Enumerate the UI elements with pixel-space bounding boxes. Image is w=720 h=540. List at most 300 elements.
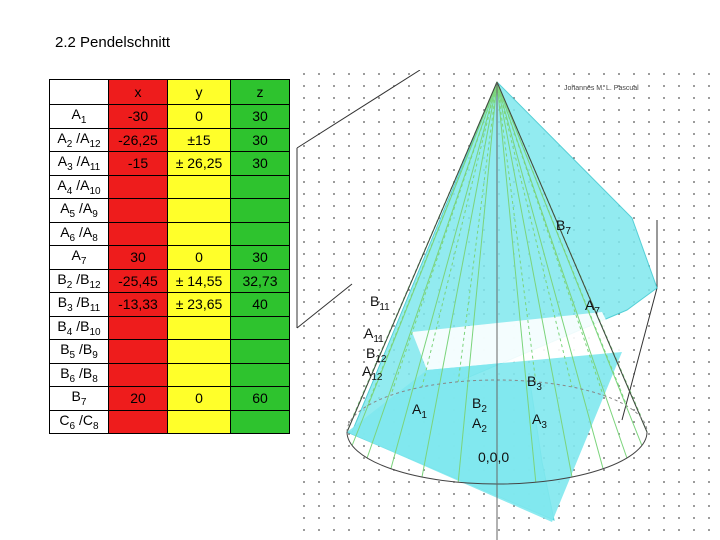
grid-dot: [693, 145, 695, 147]
grid-dot: [333, 433, 335, 435]
grid-dot: [708, 373, 710, 375]
point-label-part: /A: [75, 223, 93, 240]
grid-dot: [393, 265, 395, 267]
grid-dot: [588, 133, 590, 135]
grid-dot: [708, 469, 710, 471]
grid-dot: [633, 325, 635, 327]
grid-dot: [363, 493, 365, 495]
grid-dot: [318, 217, 320, 219]
grid-dot: [588, 169, 590, 171]
grid-dot: [528, 109, 530, 111]
grid-dot: [363, 349, 365, 351]
grid-dot: [303, 349, 305, 351]
grid-dot: [348, 325, 350, 327]
z-value-cell: 30: [231, 105, 290, 129]
grid-dot: [558, 529, 560, 531]
grid-dot: [663, 397, 665, 399]
grid-dot: [708, 121, 710, 123]
grid-dot: [708, 277, 710, 279]
grid-dot: [528, 97, 530, 99]
grid-dot: [663, 121, 665, 123]
grid-dot: [423, 169, 425, 171]
grid-dot: [663, 529, 665, 531]
point-label-index: 1: [421, 410, 427, 421]
point-label-part: 3: [67, 303, 73, 315]
grid-dot: [648, 385, 650, 387]
grid-dot: [423, 133, 425, 135]
grid-dot: [693, 289, 695, 291]
grid-dot: [573, 109, 575, 111]
grid-dot: [378, 193, 380, 195]
z-value-cell: [231, 410, 290, 434]
grid-dot: [408, 253, 410, 255]
grid-dot: [423, 493, 425, 495]
grid-dot: [363, 85, 365, 87]
grid-dot: [303, 337, 305, 339]
grid-dot: [363, 97, 365, 99]
grid-dot: [573, 493, 575, 495]
z-value-cell: [231, 199, 290, 223]
grid-dot: [393, 253, 395, 255]
z-value-cell: 30: [231, 128, 290, 152]
grid-dot: [333, 253, 335, 255]
point-label-part: 6: [69, 232, 76, 244]
grid-dot: [693, 385, 695, 387]
grid-dot: [423, 85, 425, 87]
grid-dot: [708, 73, 710, 75]
grid-dot: [693, 133, 695, 135]
grid-dot: [633, 193, 635, 195]
y-value-cell: [168, 199, 231, 223]
point-label-part: B: [57, 270, 67, 287]
grid-dot: [558, 517, 560, 519]
grid-dot: [303, 97, 305, 99]
point-label-cell: [50, 269, 109, 293]
point-label-cell: [50, 316, 109, 340]
grid-dot: [393, 301, 395, 303]
point-label-part: 10: [89, 185, 101, 197]
grid-dot: [618, 145, 620, 147]
point-label-part: B: [71, 388, 81, 405]
grid-dot: [633, 313, 635, 315]
point-label-letter: B: [472, 395, 482, 411]
grid-dot: [333, 469, 335, 471]
grid-dot: [348, 445, 350, 447]
grid-dot: [678, 397, 680, 399]
grid-dot: [333, 241, 335, 243]
grid-dot: [318, 445, 320, 447]
grid-dot: [303, 409, 305, 411]
grid-dot: [318, 349, 320, 351]
y-value-cell: ± 23,65: [168, 293, 231, 317]
point-label-part: 5: [69, 209, 76, 221]
grid-dot: [693, 517, 695, 519]
grid-dot: [438, 97, 440, 99]
point-label-index: 2: [481, 424, 487, 435]
grid-dot: [693, 217, 695, 219]
grid-dot: [318, 277, 320, 279]
point-label-letter: B: [370, 293, 380, 309]
grid-dot: [393, 73, 395, 75]
grid-dot: [378, 313, 380, 315]
grid-dot: [648, 241, 650, 243]
grid-dot: [318, 97, 320, 99]
grid-dot: [663, 325, 665, 327]
grid-dot: [693, 505, 695, 507]
grid-dot: [303, 289, 305, 291]
grid-dot: [348, 457, 350, 459]
point-label: [370, 293, 390, 313]
grid-dot: [633, 97, 635, 99]
point-label-part: A: [60, 200, 70, 217]
grid-dot: [363, 289, 365, 291]
grid-dot: [363, 457, 365, 459]
point-label-part: 11: [89, 303, 101, 315]
grid-dot: [423, 73, 425, 75]
grid-dot: [438, 517, 440, 519]
grid-dot: [648, 493, 650, 495]
grid-dot: [378, 265, 380, 267]
grid-dot: [423, 217, 425, 219]
grid-dot: [693, 253, 695, 255]
grid-dot: [303, 301, 305, 303]
grid-dot: [438, 481, 440, 483]
grid-dot: [648, 409, 650, 411]
grid-dot: [408, 193, 410, 195]
grid-dot: [408, 517, 410, 519]
grid-dot: [708, 97, 710, 99]
grid-dot: [618, 373, 620, 375]
grid-dot: [408, 241, 410, 243]
grid-dot: [708, 289, 710, 291]
point-label-part: 2: [66, 279, 73, 291]
grid-dot: [708, 505, 710, 507]
grid-dot: [663, 421, 665, 423]
grid-dot: [678, 289, 680, 291]
grid-dot: [648, 205, 650, 207]
grid-dot: [633, 505, 635, 507]
grid-dot: [333, 457, 335, 459]
point-label-part: /A: [72, 176, 90, 193]
grid-dot: [303, 517, 305, 519]
grid-dot: [633, 493, 635, 495]
point-label-part: 7: [80, 256, 87, 268]
grid-dot: [693, 277, 695, 279]
grid-dot: [648, 85, 650, 87]
point-label-part: B: [57, 317, 67, 334]
grid-dot: [708, 109, 710, 111]
grid-dot: [618, 409, 620, 411]
grid-dot: [348, 217, 350, 219]
grid-dot: [378, 277, 380, 279]
grid-dot: [678, 409, 680, 411]
grid-dot: [408, 265, 410, 267]
point-label-index: 12: [371, 372, 383, 383]
grid-dot: [363, 109, 365, 111]
grid-dot: [378, 505, 380, 507]
point-label-part: 1: [80, 115, 87, 127]
grid-dot: [333, 229, 335, 231]
grid-dot: [348, 493, 350, 495]
grid-dot: [708, 85, 710, 87]
grid-dot: [318, 241, 320, 243]
grid-dot: [393, 289, 395, 291]
grid-dot: [438, 145, 440, 147]
grid-dot: [663, 133, 665, 135]
grid-dot: [363, 229, 365, 231]
grid-dot: [348, 313, 350, 315]
point-label-cell: [50, 175, 109, 199]
grid-dot: [513, 73, 515, 75]
grid-dot: [708, 493, 710, 495]
grid-dot: [393, 181, 395, 183]
point-label-cell: [50, 363, 109, 387]
grid-dot: [618, 169, 620, 171]
grid-dot: [618, 421, 620, 423]
origin-label: 0,0,0: [478, 449, 510, 465]
grid-dot: [348, 517, 350, 519]
grid-dot: [483, 505, 485, 507]
table-row: [50, 340, 290, 364]
grid-dot: [603, 397, 605, 399]
grid-dot: [318, 265, 320, 267]
grid-dot: [528, 517, 530, 519]
grid-dot: [708, 385, 710, 387]
grid-dot: [348, 349, 350, 351]
grid-dot: [378, 169, 380, 171]
grid-dot: [363, 169, 365, 171]
point-label-cell: [50, 152, 109, 176]
cone-section-figure: [292, 70, 720, 540]
table-row: [50, 363, 290, 387]
grid-dot: [303, 397, 305, 399]
point-label-part: 2: [66, 138, 73, 150]
grid-dot: [438, 133, 440, 135]
grid-dot: [513, 517, 515, 519]
grid-dot: [348, 133, 350, 135]
grid-dot: [393, 229, 395, 231]
grid-dot: [423, 229, 425, 231]
grid-dot: [363, 73, 365, 75]
grid-dot: [303, 73, 305, 75]
grid-dot: [603, 445, 605, 447]
grid-dot: [648, 145, 650, 147]
grid-dot: [708, 265, 710, 267]
grid-dot: [648, 457, 650, 459]
grid-dot: [363, 253, 365, 255]
grid-dot: [678, 469, 680, 471]
point-label-cell: [50, 222, 109, 246]
grid-dot: [693, 457, 695, 459]
point-label-part: /A: [72, 129, 90, 146]
grid-dot: [303, 133, 305, 135]
point-label-letter: B: [556, 217, 566, 233]
point-label-part: 5: [69, 350, 76, 362]
x-value-cell: [109, 316, 168, 340]
grid-dot: [408, 85, 410, 87]
grid-dot: [708, 193, 710, 195]
grid-dot: [618, 97, 620, 99]
point-label-index: 2: [481, 404, 487, 415]
grid-dot: [348, 505, 350, 507]
grid-dot: [408, 505, 410, 507]
grid-dot: [363, 481, 365, 483]
grid-dot: [483, 529, 485, 531]
grid-dot: [393, 133, 395, 135]
grid-dot: [603, 109, 605, 111]
grid-dot: [318, 289, 320, 291]
grid-dot: [663, 289, 665, 291]
grid-dot: [663, 373, 665, 375]
grid-dot: [663, 469, 665, 471]
grid-dot: [618, 457, 620, 459]
grid-dot: [618, 133, 620, 135]
grid-dot: [363, 157, 365, 159]
grid-dot: [648, 229, 650, 231]
grid-dot: [423, 505, 425, 507]
grid-dot: [648, 349, 650, 351]
grid-dot: [708, 229, 710, 231]
point-label-part: /B: [72, 317, 90, 334]
grid-dot: [693, 169, 695, 171]
grid-dot: [618, 529, 620, 531]
grid-dot: [348, 229, 350, 231]
grid-dot: [468, 97, 470, 99]
grid-dot: [453, 505, 455, 507]
grid-dot: [318, 193, 320, 195]
grid-dot: [663, 205, 665, 207]
grid-dot: [678, 445, 680, 447]
grid-dot: [573, 73, 575, 75]
x-value-cell: [109, 199, 168, 223]
grid-dot: [393, 313, 395, 315]
grid-dot: [378, 481, 380, 483]
grid-dot: [333, 361, 335, 363]
grid-dot: [603, 493, 605, 495]
grid-dot: [318, 481, 320, 483]
grid-dot: [693, 121, 695, 123]
point-label-cell: [50, 199, 109, 223]
grid-dot: [393, 241, 395, 243]
point-label-part: A: [71, 106, 81, 123]
grid-dot: [663, 493, 665, 495]
grid-dot: [468, 109, 470, 111]
z-value-cell: 30: [231, 152, 290, 176]
point-label-part: 11: [89, 162, 101, 174]
grid-dot: [603, 121, 605, 123]
grid-dot: [528, 529, 530, 531]
grid-dot: [393, 529, 395, 531]
grid-dot: [303, 505, 305, 507]
x-value-cell: -25,45: [109, 269, 168, 293]
point-label-part: /B: [75, 364, 93, 381]
point-label-letter: A: [585, 297, 595, 313]
grid-dot: [378, 493, 380, 495]
grid-dot: [363, 145, 365, 147]
grid-dot: [663, 385, 665, 387]
grid-dot: [588, 493, 590, 495]
grid-dot: [333, 205, 335, 207]
grid-dot: [633, 529, 635, 531]
grid-dot: [393, 325, 395, 327]
grid-dot: [348, 73, 350, 75]
grid-dot: [663, 277, 665, 279]
grid-dot: [348, 385, 350, 387]
grid-dot: [408, 109, 410, 111]
grid-dot: [648, 325, 650, 327]
grid-dot: [633, 517, 635, 519]
grid-dot: [603, 169, 605, 171]
grid-dot: [633, 409, 635, 411]
grid-dot: [393, 169, 395, 171]
grid-dot: [348, 97, 350, 99]
grid-dot: [333, 409, 335, 411]
grid-dot: [363, 265, 365, 267]
grid-dot: [588, 157, 590, 159]
grid-dot: [678, 385, 680, 387]
point-label-part: B: [60, 341, 70, 358]
grid-dot: [348, 157, 350, 159]
x-value-cell: -30: [109, 105, 168, 129]
grid-dot: [438, 193, 440, 195]
grid-dot: [348, 145, 350, 147]
grid-dot: [678, 169, 680, 171]
point-label-part: /B: [72, 270, 90, 287]
grid-dot: [423, 517, 425, 519]
grid-dot: [633, 421, 635, 423]
grid-dot: [648, 481, 650, 483]
grid-dot: [678, 193, 680, 195]
grid-dot: [708, 409, 710, 411]
grid-dot: [648, 361, 650, 363]
grid-dot: [633, 121, 635, 123]
grid-dot: [438, 493, 440, 495]
grid-dot: [663, 313, 665, 315]
grid-dot: [618, 469, 620, 471]
grid-dot: [423, 529, 425, 531]
grid-dot: [678, 181, 680, 183]
grid-dot: [498, 73, 500, 75]
grid-dot: [633, 169, 635, 171]
z-value-cell: [231, 175, 290, 199]
grid-dot: [378, 181, 380, 183]
grid-dot: [333, 157, 335, 159]
z-value-cell: 60: [231, 387, 290, 411]
grid-dot: [543, 73, 545, 75]
grid-dot: [393, 217, 395, 219]
grid-dot: [708, 421, 710, 423]
grid-dot: [663, 217, 665, 219]
grid-dot: [708, 157, 710, 159]
grid-dot: [318, 493, 320, 495]
grid-dot: [363, 313, 365, 315]
grid-dot: [648, 505, 650, 507]
grid-dot: [693, 409, 695, 411]
grid-dot: [303, 181, 305, 183]
y-value-cell: ±15: [168, 128, 231, 152]
grid-dot: [318, 109, 320, 111]
grid-dot: [618, 445, 620, 447]
grid-dot: [633, 469, 635, 471]
grid-dot: [678, 265, 680, 267]
grid-dot: [453, 517, 455, 519]
point-label-part: 8: [93, 420, 99, 432]
grid-dot: [408, 229, 410, 231]
y-value-cell: [168, 222, 231, 246]
grid-dot: [678, 157, 680, 159]
grid-dot: [558, 109, 560, 111]
grid-dot: [453, 145, 455, 147]
